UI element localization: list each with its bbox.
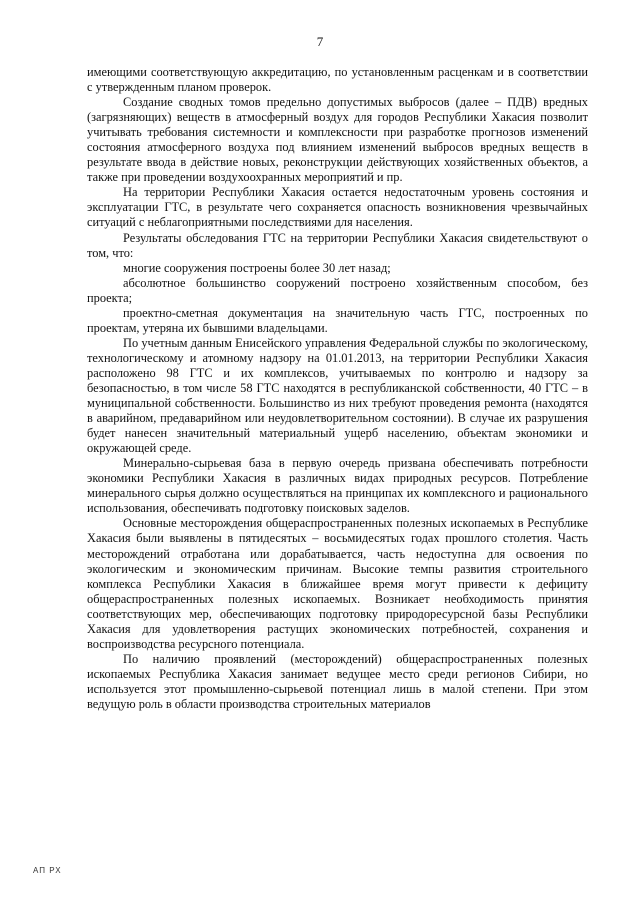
paragraph-gts-survey: Результаты обследования ГТС на территории Республики Хакасия свидетельствуют о том, что: [87, 230, 588, 260]
list-item: абсолютное большинство сооружений построено хозяйственным способом, без проекта; [87, 275, 588, 305]
document-body [87, 65, 588, 712]
paragraph-deposits: Основные месторождения общераспространенных полезных ископаемых в Республике Хакасия были выявлены в пятидесятых – восьмидесятых годах прошлого столетия. Часть месторождений отработана или дорабатывается, часть недоступна для освоения по экологическим и экономическим причинам. Высокие темпы развития строительного комплекса Республики Хакасия в ближайшее время могут привести к дефициту общераспространенных полезных ископаемых. Возникает необходимость принятия соответствующих мер, обеспечивающих подготовку природоресурсной базы Республики Хакасия для удовлетворения растущих экономических потребностей, сохранения и воспроизводства ресурсного потенциала. [87, 516, 588, 651]
list-item: многие сооружения построены более 30 лет назад; [123, 260, 391, 275]
paragraph-pdv: Создание сводных томов предельно допустимых выбросов (далее – ПДВ) вредных (загрязняющих) веществ в атмосферный воздух для городов Республики Хакасия позволит учитывать требования системности и комплексности при разработке прогнозов изменений состояния атмосферного воздуха под влиянием изменений выбросов вредных веществ в результате ввода в действие новых, реконструкции действующих хозяйственных объектов, а также при проведении воздухоохранных мероприятий и пр. [87, 95, 588, 185]
list-item: проектно-сметная документация на значительную часть ГТС, построенных по проектам, утеряна их бывшими владельцами. [87, 305, 588, 335]
paragraph-mineral-base: Минерально-сырьевая база в первую очередь призвана обеспечивать потребности экономики Республики Хакасия в различных видах природных ресурсов. Потребление минерального сырья должно осуществляться на принципах их комплексного и рационального использования, обеспечивать подготовку поисковых заделов. [87, 456, 588, 516]
paragraph-continuation: имеющими соответствующую аккредитацию, по установленным расценкам и в соответствии с утвержденным планом проверок. [87, 65, 588, 95]
paragraph-gts-state: На территории Республики Хакасия остается недостаточным уровень состояния и эксплуатации ГТС, в результате чего сохраняется опасность возникновения чрезвычайных ситуаций с неблагоприятными последствиями для населения. [87, 185, 588, 230]
paragraph-gts-registry: По учетным данным Енисейского управления Федеральной службы по экологическому, технологическому и атомному надзору на 01.01.2013, на территории Республики Хакасия расположено 98 ГТС и их комплексов, учитываемых по контролю и надзору за безопасностью, в том числе 58 ГТС находятся в республиканской собственности, 40 ГТС – в муниципальной собственности. Большинство из них требуют проведения ремонта (находятся в аварийном, предаварийном или неудовлетворительном состоянии). В случае их разрушения будет нанесен значительный материальный ущерб населению, объектам экономики и окружающей среде. [87, 335, 588, 456]
paragraph-siberia: По наличию проявлений (месторождений) общераспространенных полезных ископаемых Республика Хакасия занимает ведущее место среди регионов Сибири, но используется этот промышленно-сырьевой потенциал лишь в малой степени. При этом ведущую роль в области производства строительных материалов [87, 651, 588, 711]
page-number: 7 [316, 34, 324, 49]
footer-mark: АП РХ [33, 866, 62, 875]
